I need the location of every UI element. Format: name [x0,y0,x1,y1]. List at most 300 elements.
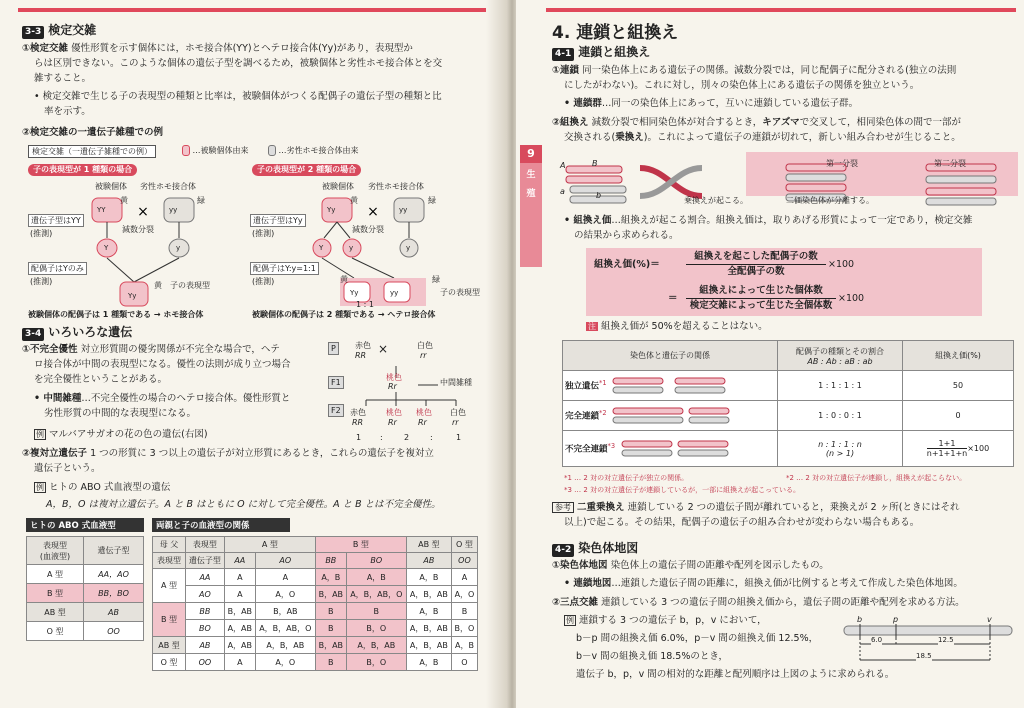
paragraph [552,596,965,610]
paragraph [22,343,280,357]
cell: A，B，AB [346,637,406,654]
genotype-YY: YY [97,206,106,214]
genotype-RR: RR [355,351,367,360]
ref-mark: 参考 [552,502,574,513]
cell: A，AB [224,620,255,637]
tab-char: 生 [526,170,536,180]
case-2-label: 子の表現型が 2 種類の場合 [252,164,361,176]
gene-B: B [592,159,598,168]
cell: A，B [406,603,451,620]
text: b－v 間の組換え価 18.5%のとき， [576,651,728,662]
header-recomb-value: 組換え価(%) [903,341,1014,371]
col-A: A 型 [224,537,315,553]
offspring-ratio: 1 : 1 [356,300,374,309]
example-mark: 例 [566,616,574,625]
cell: B [315,620,346,637]
section-number: 4-2 [552,544,574,557]
example-mark: 例 [36,430,44,439]
recomb-value [903,431,1014,467]
gen-F2: F2 [328,404,344,417]
cell: B，AB [315,637,346,654]
figure-title: 検定交雑（一遺伝子雑種での例） [28,145,156,158]
row-mark: *3 [607,441,616,450]
ratio-sep: : [430,433,433,442]
bullet: • 検定交雑で生じる子の表現型の種類と比率は，被験個体がつくる配偶子の遺伝子型の種類と比 [34,91,442,102]
svg-text:×: × [137,204,149,220]
cell: A，O [255,586,315,603]
cell: A [255,569,315,586]
inference-box: 配偶子はY:y=1:1 [250,262,319,275]
cell: A，B，AB [406,586,451,603]
test-cross-diagram [24,178,484,318]
offspring-label: 子の表現型 [440,288,480,297]
gene-b: b [596,191,602,200]
term: • 連鎖群 [564,98,602,109]
phenotype-yellow: 黄 [350,196,358,205]
paragraph [22,42,482,56]
section-title: 検定交雑 [48,23,97,37]
genotype-cell: BB，BO [84,584,144,603]
header-genotype: 遺伝子型 [84,537,144,565]
inference-box: 配偶子はYのみ [28,262,87,275]
text: らは区別できない。このような個体の遺伝子型を調べるため，被験個体と劣性ホモ接合体とを交 [34,58,443,69]
note-text: 組換え価が 50%を超えることはない。 [601,321,768,332]
header-text: (血液型) [39,551,71,561]
cell: A，B，AB [406,637,451,654]
geno-AO: AO [255,553,315,569]
gamete-ratio: 1 : 0 : 0 : 1 [778,401,903,431]
row-phenotype: B 型 [153,603,186,637]
f2-white: 白色 [450,408,466,417]
legend-tested [182,145,249,156]
father-label: 父 [170,540,179,549]
fraction-mul: ×100 [967,444,990,453]
recomb-value: 50 [903,371,1014,401]
case-1-label: 子の表現型が 1 種類の場合 [28,164,137,176]
term: ①連鎖 [552,65,580,76]
distance-b-p: 6.0 [871,636,883,644]
cell: A，B [451,637,477,654]
section-number: 3-4 [22,328,44,341]
header-genotype: 遺伝子型 [186,553,225,569]
genotype-cell: AA，AO [84,565,144,584]
text: …同一の染色体上にあって，互いに連鎖している遺伝子群。 [601,98,859,109]
parents-table [152,536,478,671]
formula-eq: ＝ [668,293,678,304]
section-3-3-heading [22,22,96,39]
header-phenotype: 表現型 [153,553,186,569]
term: • 中間雑種 [34,393,82,404]
phenotype-cell: A 型 [27,565,84,584]
text: を完全優性ということがある。 [34,374,168,385]
bullet [34,392,290,406]
term: ①染色体地図 [552,560,608,571]
conclusion-1: 被験個体の配偶子は 1 種類である → ホモ接合体 [28,310,204,319]
geno-AB: AB [406,553,451,569]
cell: A，O [451,586,477,603]
abo-table-title: ヒトの ABO 式血液型 [26,518,144,532]
ratio-1: 1 [356,433,362,442]
chromosome-map [840,612,1020,672]
recessive-label-1: 劣性ホモ接合体 [140,182,196,191]
text: 1 つの形質に 3 つ以上の遺伝子が対立形質にあるとき，これらの遺伝子を複対立 [90,448,434,459]
formula-lhs: 組換え価(%)＝ [594,259,660,270]
cell: B，O [451,620,477,637]
mother-father-corner [153,537,186,553]
cell: A [224,586,255,603]
section-number: 4-1 [552,48,574,61]
section-title: いろいろな遺伝 [48,325,133,339]
paragraph [564,131,961,145]
gen-P: P [328,342,339,355]
text: …組換えが起こる割合。組換え価は，取りあげる形質によって一定であり，検定交雑 [611,215,973,226]
gamete-y: y [349,244,354,252]
header-text: 表現型 [43,540,68,550]
ratio-3: 1 [456,433,462,442]
table-row [153,603,478,620]
ref-text: 連鎖している 2 つの遺伝子間が離れていると，乗換えが 2 ヶ所(ときにはそれ [627,502,960,513]
header-phenotype [27,537,84,565]
text: 連鎖する 3 つの遺伝子 b，p，v において， [579,615,767,626]
col-O: O 型 [451,537,477,553]
fraction-num: 1+1 [927,439,967,449]
geno-AA: AA [224,553,255,569]
example [34,481,170,495]
offspring-green: 緑 [432,275,440,284]
example [34,428,208,442]
genotype-cell: OO [84,622,144,641]
term: ②複対立遺伝子 [22,448,88,459]
table-row [153,586,478,603]
note [586,320,768,334]
note-mark: 注 [588,322,596,331]
geno-BB: BB [315,553,346,569]
phenotype-green: 緑 [428,196,436,205]
tested-label-2: 被験個体 [322,182,354,191]
meiosis-label: 減数分裂 [352,225,384,234]
example-mark: 例 [36,483,44,492]
cell: A，B [406,654,451,671]
genotype-Yy: Yy [327,206,336,214]
tab-char: 殖 [526,189,536,199]
distance-p-v: 12.5 [938,636,954,644]
term-crossing-over: 乗換え [615,132,644,143]
top-rule [18,8,488,12]
second-division-label: 第二分裂 [934,159,966,168]
formula-numerator-1: 組換えを起こした配偶子の数 [686,250,826,265]
cell: A，B [315,569,346,586]
f2-RR: RR [352,418,364,427]
col-AB: AB 型 [406,537,451,553]
chapter-number: 4. [552,23,571,43]
header-gametes [778,341,903,371]
text: 同一染色体上にある遺伝子の関係。減数分裂では，同じ配偶子に配分される(独立の法則 [582,65,957,76]
text: 雑すること。 [34,73,92,84]
ratio-condition: (n > 1) [825,448,855,458]
formula-multiplier: ×100 [838,293,865,304]
geno-BO: BO [346,553,406,569]
paragraph [552,64,956,78]
row-independent [563,371,778,401]
f2-pink: 桃色 [416,408,432,417]
chromosome-icon [609,374,739,398]
side-tab-number: 9 [520,145,542,163]
chapter-heading [552,18,678,43]
footnote-3: *3 … 2 対の対立遺伝子が連鎖しているが，一部に組換えが起こっている。 [564,486,800,494]
text: A，B，O は複対立遺伝子。A と B はともに O に対して完全優性。A と B とは不完全優性。 [46,499,441,510]
text: )。これによって遺伝子の連鎖が切れて，新しい組み合わせが生じること。 [643,132,961,143]
mother-label: 母 [159,540,168,549]
text: 減数分裂で相同染色体が対合するとき， [591,117,763,128]
bullet [564,97,858,111]
section-3-4-heading [22,324,132,341]
text: …不完全優性の場合のヘテロ接合体。優性形質と [81,393,291,404]
offspring-Yy: Yy [128,292,137,300]
inference-note: (推測) [30,277,53,286]
cell: A，B，AB [255,637,315,654]
cell: B，O [346,654,406,671]
map-gene-p: p [893,615,899,624]
cell: B [451,603,477,620]
term: ①不完全優性 [22,344,78,355]
cell: A，B [346,569,406,586]
section-4-1-heading [552,44,650,61]
text: ロ接合体が中間の表現型になる。優性の法則が成り立つ場合 [34,359,291,370]
cell: A [224,569,255,586]
phenotype-cell: B 型 [27,584,84,603]
section-number: 3-3 [22,26,44,39]
row-mark: *2 [599,408,607,417]
cell: B [346,603,406,620]
offspring-yellow: 黄 [154,281,162,290]
color-white: 白色 [417,341,433,350]
row-phenotype: O 型 [153,654,186,671]
f2-red: 赤色 [350,408,366,417]
table-row [153,637,478,654]
chapter-title: 連鎖と組換え [576,23,679,43]
genotype-Rr: Rr [388,382,397,391]
formula-denominator-2: 検定交雑によって生じた全個体数 [689,300,833,311]
cell: B，O [346,620,406,637]
inference-note: (推測) [30,229,53,238]
recombination-table [562,340,1014,467]
text: 率を示す。 [44,106,91,117]
term: ①検定交雑 [22,43,69,54]
text: 交換される( [564,132,616,143]
first-division-label: 第一分裂 [826,159,858,168]
hybrid-label: 中間雑種 [440,378,472,387]
offspring-yellow: 黄 [340,275,348,284]
gamete-y: y [176,244,181,252]
row-incomplete-linkage [563,431,778,467]
geno-OO: OO [451,553,477,569]
text: で交叉して，相同染色体の間で一部が [799,117,961,128]
chromosome-icon [618,437,738,461]
row-phenotype: AB 型 [153,637,186,654]
section-title: 連鎖と組換え [578,45,651,59]
top-rule [546,8,1016,12]
row-phenotype: A 型 [153,569,186,603]
gamete-Y: Y [319,244,324,252]
text: 連鎖している 3 つの遺伝子間の組換え価から，遺伝子間の距離や配列を求める方法。 [601,597,965,608]
caption-separation: 二価染色体が分離する。 [786,196,874,205]
map-gene-b: b [857,615,863,624]
inference-box: 遺伝子型はYy [250,214,306,227]
text: 遺伝子という。 [34,463,101,474]
text: …連鎖した遺伝子間の距離に，組換え価が比例すると考えて作成した染色体地図。 [611,578,963,589]
row-name: 独立遺伝 [565,381,600,391]
term-chiasma: キアズマ [762,117,800,128]
gamete-ratio: 1 : 1 : 1 : 1 [778,371,903,401]
ref-text: 以上)で起こる。その結果，配偶子の遺伝子の組み合わせが変わらない場合もある。 [564,517,920,528]
right-page [516,0,1024,708]
genotype-yy: yy [399,206,408,214]
cell: A [224,654,255,671]
cell: O [451,654,477,671]
f2-rr: rr [452,418,459,427]
row-mark: *1 [599,378,607,387]
abo-table [26,536,144,641]
bullet [564,577,963,591]
cell: A，B，AB [406,620,451,637]
row-genotype: AB [186,637,225,654]
ratio-sep: : [380,433,383,442]
recomb-value: 0 [903,401,1014,431]
cross-symbol: × [378,342,389,356]
header-text: AB : Ab : aB : ab [807,356,873,366]
inference-box: 遺伝子型はYY [28,214,84,227]
inference-note: (推測) [252,277,275,286]
legend-text: …劣性ホモ接合体由来 [278,146,359,155]
paragraph [552,116,961,130]
offspring-Yy: Yy [350,289,359,297]
bullet [564,214,972,228]
ref-term: 二重乗換え [577,502,625,513]
cell: A [451,569,477,586]
row-genotype: BB [186,603,225,620]
gene-a: a [560,187,565,196]
term: ②三点交雑 [552,597,599,608]
cell: B [315,654,346,671]
tested-label-1: 被験個体 [95,182,127,191]
color-pink: 桃色 [386,373,402,382]
phenotype-cell: AB 型 [27,603,84,622]
text: 遺伝子 b，p，v 間の相対的な距離と配列順序は上図のように求められる。 [576,669,895,680]
col-B: B 型 [315,537,406,553]
table-row [153,620,478,637]
row-name: 完全連鎖 [565,411,600,421]
cell: A，B [406,569,451,586]
parents-table-body [153,569,478,671]
footnote-2: *2 … 2 対の対立遺伝子が連鎖し，組換えが起こらない。 [786,474,967,482]
genotype-cell: AB [84,603,144,622]
text: 優性形質を示す個体には，ホモ接合体(YY)とヘテロ接合体(Yy)があり，表現型か [71,43,413,54]
cell: B，AB [255,603,315,620]
table-row [153,654,478,671]
section-4-2-heading [552,540,638,557]
row-genotype: AO [186,586,225,603]
svg-text:×: × [367,204,379,220]
text: b－p 間の組換え価 6.0%，p－v 間の組換え価 12.5%， [576,633,819,644]
gamete-Y: Y [104,244,109,252]
offspring-yy: yy [390,289,399,297]
distance-b-v: 18.5 [916,652,932,660]
paragraph [552,559,829,573]
reference [552,501,1022,515]
term: • 連鎖地図 [564,578,612,589]
color-red: 赤色 [355,341,371,350]
meiosis-label: 減数分裂 [122,225,154,234]
map-gene-v: v [987,615,992,624]
formula-multiplier: ×100 [828,259,855,270]
phenotype-green: 緑 [197,196,205,205]
row-name: 不完全連鎖 [565,444,608,454]
example [564,614,767,628]
subheading: ②検定交雑の一遺伝子雑種での例 [22,127,164,138]
cell: B，AB [315,586,346,603]
text: 劣性形質の中間的な表現型になる。 [44,408,197,419]
genotype-rr: rr [420,351,427,360]
footnote-1: *1 … 2 対の対立遺伝子が独立の関係。 [564,474,689,482]
legend-text: …被験個体由来 [192,146,249,155]
text: 染色体上の遺伝子間の距離や配列を図示したもの。 [610,560,829,571]
cell: B，AB [224,603,255,620]
cell: A，B，AB，O [255,620,315,637]
left-page [0,0,508,708]
term: ②組換え [552,117,589,128]
row-genotype: OO [186,654,225,671]
caption-crossing: 乗換えが起こる。 [684,196,748,205]
conclusion-2: 被験個体の配偶子は 2 種類である → ヘテロ接合体 [252,310,436,319]
formula-denominator-1: 全配偶子の数 [727,266,785,277]
f2-Rr: Rr [418,418,427,427]
gamete-y: y [406,244,411,252]
term: • 組換え価 [564,215,612,226]
text: にしたがわない)。これに対し，別々の染色体上にある遺伝子の関係を独立という。 [564,80,920,91]
text: 対立形質間の優劣関係が不完全な場合で，ヘテ [80,344,280,355]
formula-numerator-2: 組換えによって生じた個体数 [686,284,836,299]
inference-note: (推測) [252,229,275,238]
ratio-2: 2 [404,433,410,442]
header-text: 配偶子の種類とその割合 [796,346,884,356]
header-phenotype: 表現型 [186,537,225,553]
text: ヒトの ABO 式血液型の遺伝 [49,482,171,493]
section-title: 染色体地図 [578,541,639,555]
ratio-text: n : 1 : 1 : n [818,439,862,449]
offspring-label: 子の表現型 [170,281,210,290]
recessive-label-2: 劣性ホモ接合体 [368,182,424,191]
legend-recessive [268,145,359,156]
cell: B [315,603,346,620]
cell: A，AB [224,637,255,654]
phenotype-cell: O 型 [27,622,84,641]
genotype-yy: yy [169,206,178,214]
gen-F1: F1 [328,376,344,389]
table-row [153,569,478,586]
text: マルバアサガオの花の色の遺伝(右図) [49,429,208,440]
gamete-ratio [778,431,903,467]
phenotype-yellow: 黄 [120,196,128,205]
row-complete-linkage [563,401,778,431]
f2-Rr: Rr [388,418,397,427]
chromosome-icon [609,404,739,428]
gene-A: A [560,161,566,170]
row-genotype: BO [186,620,225,637]
side-tab-label [520,163,542,267]
cell: A，O [255,654,315,671]
paragraph [22,447,434,461]
row-genotype: AA [186,569,225,586]
